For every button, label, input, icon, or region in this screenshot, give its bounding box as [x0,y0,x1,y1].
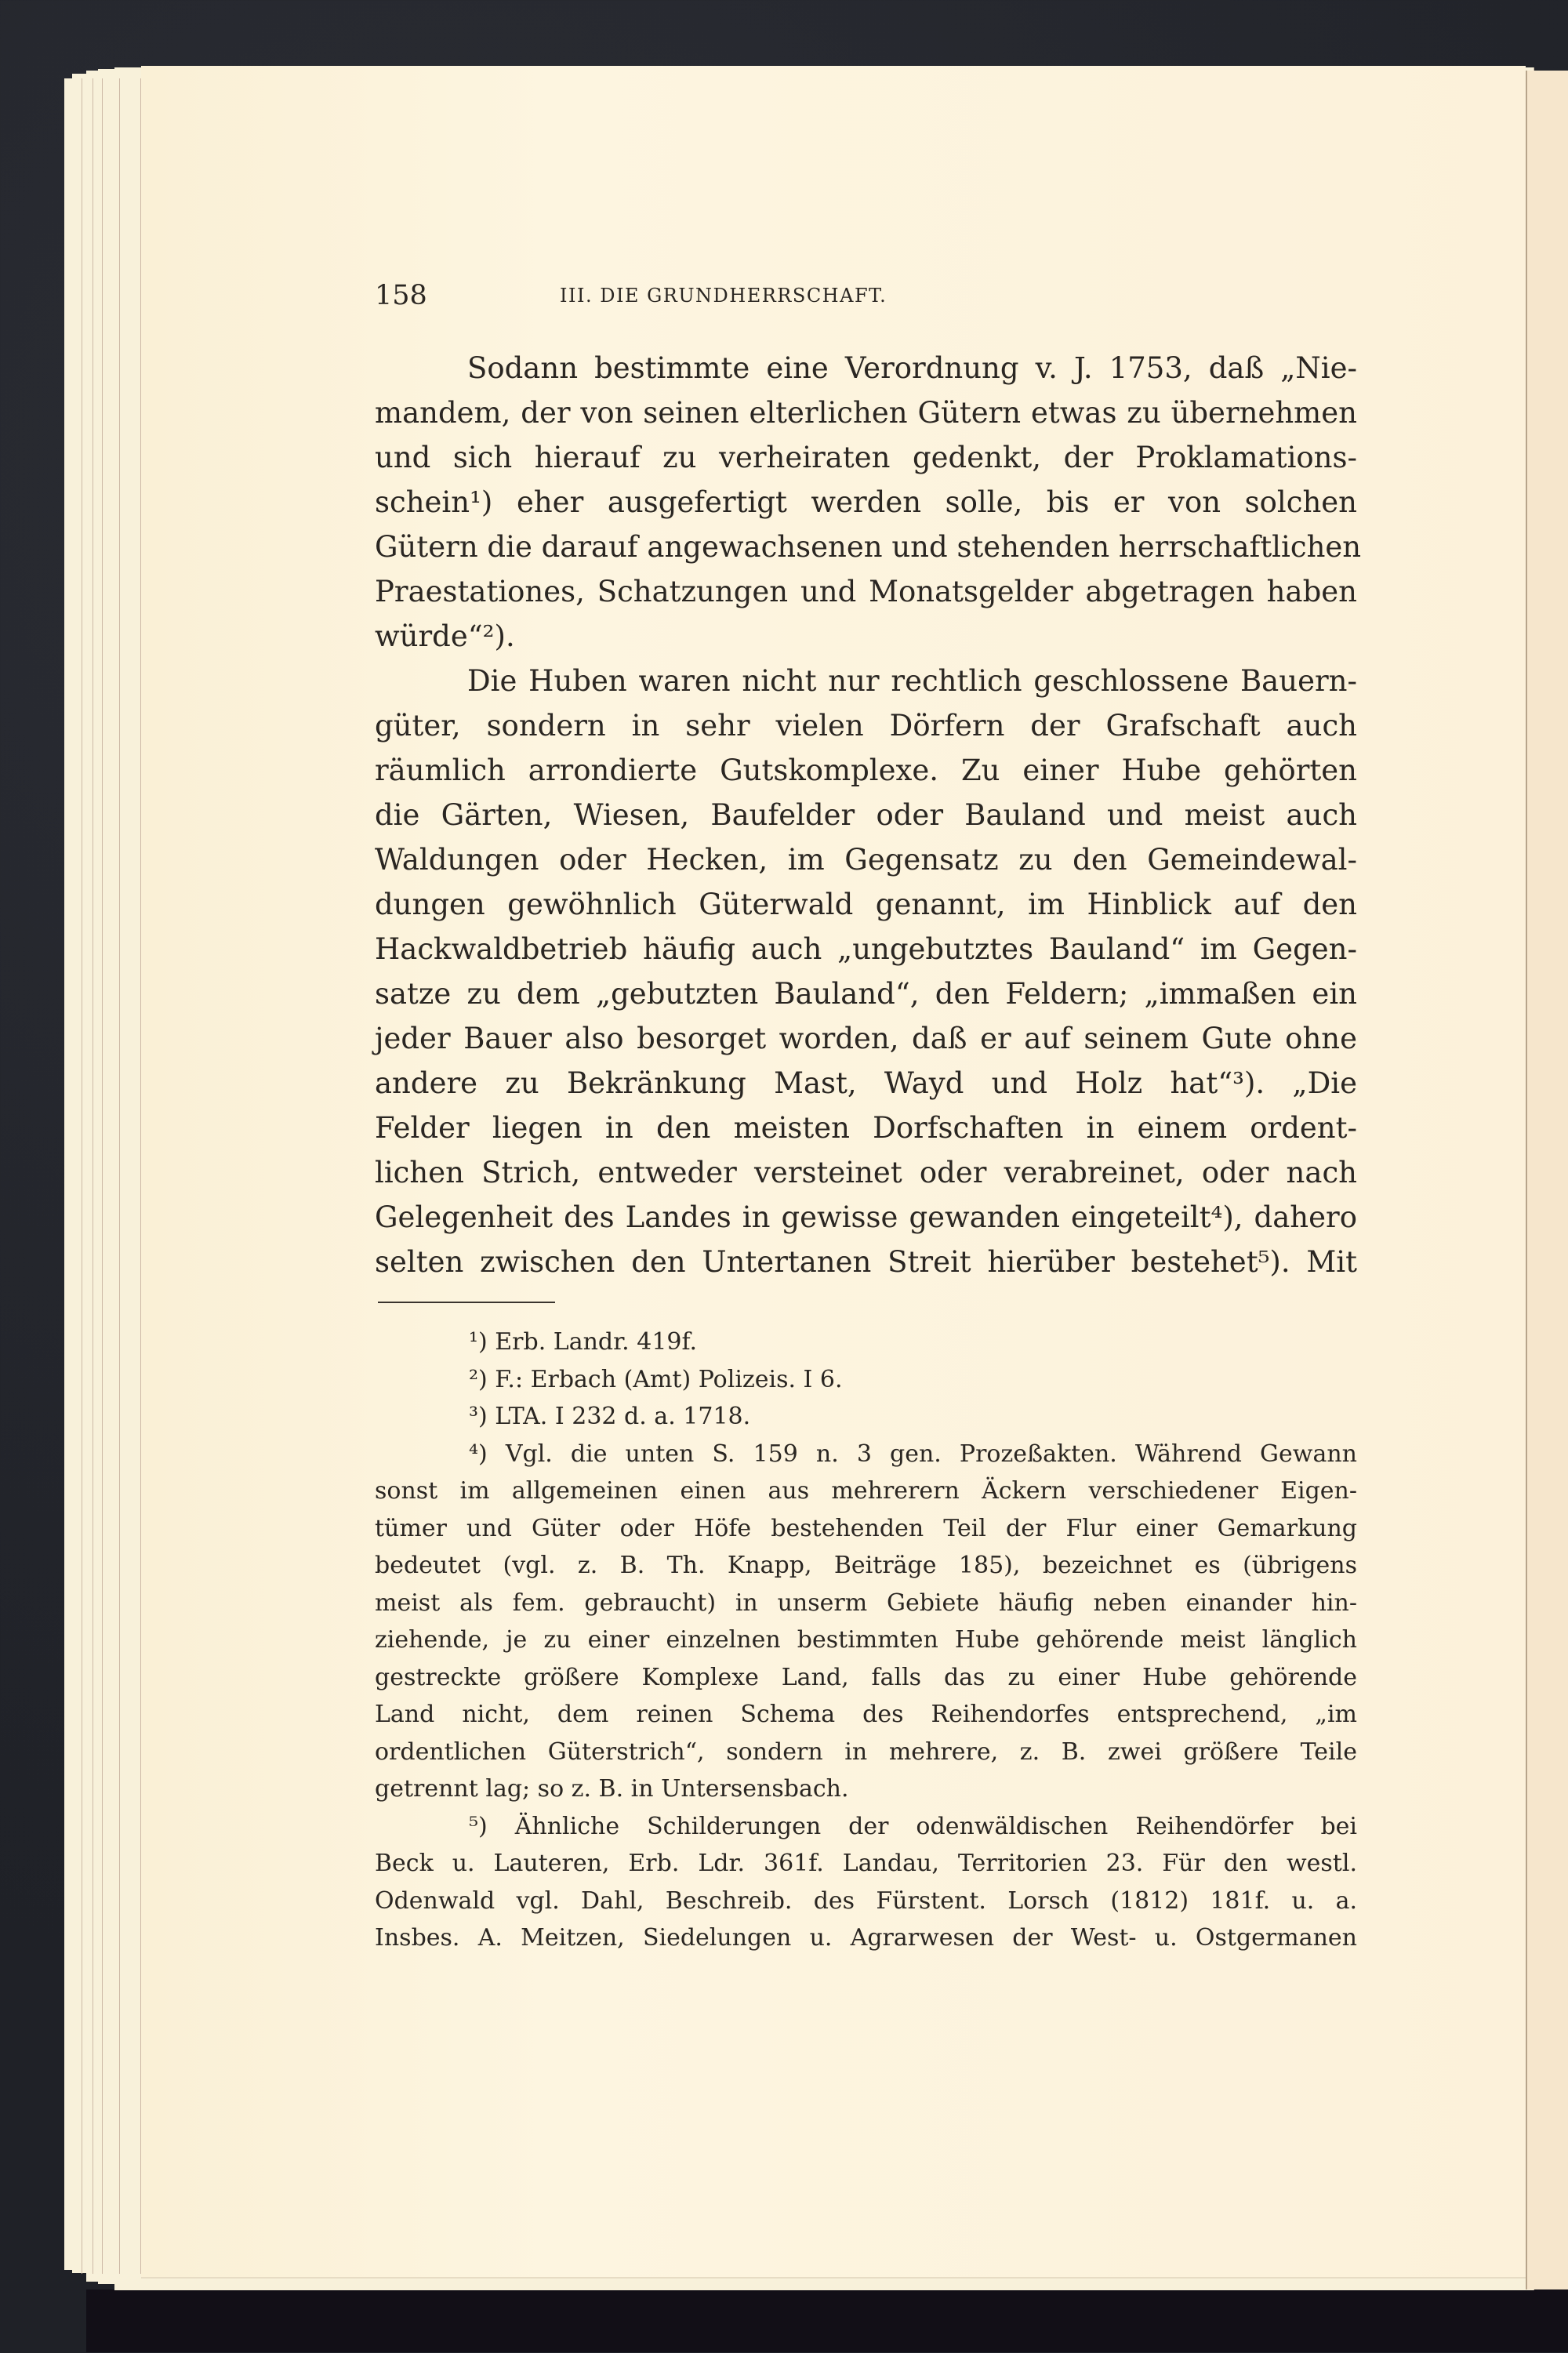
body-line: lichen Strich, entweder versteinet oder verabreinet, oder nach [375,1156,1357,1189]
body-line: satze zu dem „gebutzten Bauland“, den Feldern; „immaßen ein [375,977,1357,1011]
body-line: Waldungen oder Hecken, im Gegensatz zu den Gemeindewal- [375,843,1357,877]
body-line: würde“²). [375,619,515,653]
footnote-line: tümer und Güter oder Höfe bestehenden Teil der Flur einer Gemarkung [375,1515,1357,1542]
footnote-line: meist als fem. gebraucht) in unserm Gebiete häufig neben einander hin- [375,1589,1357,1617]
body-line: Praestationes, Schatzungen und Monatsgelder abgetragen haben [375,575,1357,608]
footnote-line: ziehende, je zu einer einzelnen bestimmten Hube gehörende meist länglich [375,1626,1357,1654]
body-line: Gütern die darauf angewachsenen und stehenden herrschaftlichen [375,530,1362,564]
footnote-separator [378,1302,555,1303]
body-line: dungen gewöhnlich Güterwald genannt, im Hinblick auf den [375,888,1357,921]
body-line: andere zu Bekränkung Mast, Wayd und Holz hat“³). „Die [375,1066,1357,1100]
footnote-line: ¹) Erb. Landr. 419f. [469,1328,698,1356]
body-line: Hackwaldbetrieb häufig auch „ungebutztes Bauland“ im Gegen- [375,932,1357,966]
footnote-line: ³) LTA. I 232 d. a. 1718. [469,1403,751,1430]
footnote-line: Land nicht, dem reinen Schema des Reihendorfes entsprechend, „im [375,1701,1357,1728]
chapter-title: III. DIE GRUNDHERRSCHAFT. [560,285,887,307]
body-line: jeder Bauer also besorget worden, daß er auf seinem Gute ohne [375,1022,1357,1055]
footnote-line: sonst im allgemeinen einen aus mehrerern Äckern verschiedener Eigen- [375,1477,1357,1505]
body-line: Die Huben waren nicht nur rechtlich geschlossene Bauern- [467,664,1357,698]
footnote-line: Insbes. A. Meitzen, Siedelungen u. Agrarwesen der West- u. Ostgermanen [375,1924,1357,1952]
body-line: mandem, der von seinen elterlichen Gütern etwas zu übernehmen [375,396,1357,430]
footnote-line: ²) F.: Erbach (Amt) Polizeis. I 6. [469,1366,843,1393]
body-line: räumlich arrondierte Gutskomplexe. Zu einer Hube gehörten [375,753,1357,787]
footnote-line: ordentlichen Güterstrich“, sondern in mehrere, z. B. zwei größere Teile [375,1738,1357,1766]
body-line: selten zwischen den Untertanen Streit hierüber bestehet⁵). Mit [375,1245,1357,1279]
running-header [375,280,1363,311]
body-line: Sodann bestimmte eine Verordnung v. J. 1753, daß „Nie- [467,351,1357,385]
footnote-line: getrennt lag; so z. B. in Untersensbach. [375,1775,849,1803]
body-line: Felder liegen in den meisten Dorfschaften in einem ordent- [375,1111,1357,1145]
footnote-line: bedeutet (vgl. z. B. Th. Knapp, Beiträge 185), bezeichnet es (übrigens [375,1552,1357,1579]
body-line: güter, sondern in sehr vielen Dörfern der Grafschaft auch [375,709,1357,743]
footnote-line: ⁴) Vgl. die unten S. 159 n. 3 gen. Prozeßakten. Während Gewann [469,1440,1357,1468]
footnote-line: Odenwald vgl. Dahl, Beschreib. des Fürstent. Lorsch (1812) 181f. u. a. [375,1887,1357,1915]
body-line: schein¹) eher ausgefertigt werden solle, bis er von solchen [375,485,1357,519]
body-line: die Gärten, Wiesen, Baufelder oder Bauland und meist auch [375,798,1357,832]
footnote-line: Beck u. Lauteren, Erb. Ldr. 361f. Landau, Territorien 23. Für den westl. [375,1850,1357,1877]
page-number: 158 [375,280,427,311]
body-line: und sich hierauf zu verheiraten gedenkt, der Proklamations- [375,441,1357,474]
footnote-line: ⁵) Ähnliche Schilderungen der odenwäldischen Reihendörfer bei [469,1813,1357,1840]
body-line: Gelegenheit des Landes in gewisse gewanden eingeteilt⁴), dahero [375,1200,1357,1234]
footnote-line: gestreckte größere Komplexe Land, falls das zu einer Hube gehörende [375,1664,1357,1691]
